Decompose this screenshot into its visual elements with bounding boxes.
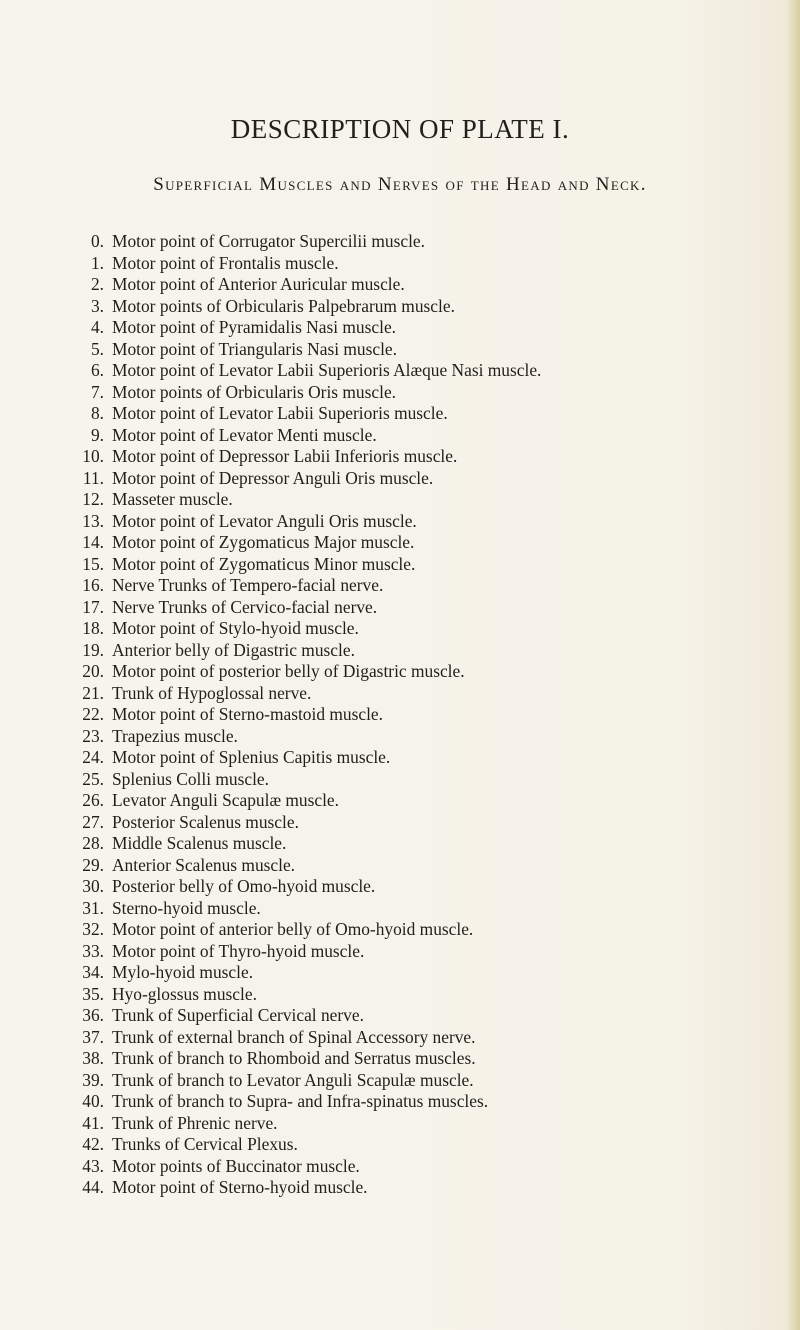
legend-item-number: 26.	[82, 790, 104, 810]
legend-item	[77, 833, 541, 855]
legend-item-number: 34.	[82, 962, 104, 982]
legend-item-text: Motor point of Triangularis Nasi muscle.	[112, 338, 398, 359]
legend-item	[77, 317, 541, 339]
legend-item-text: Motor point of Levator Labii Superioris Alæque Nasi muscle.	[112, 360, 542, 380]
legend-item	[77, 489, 541, 511]
legend-item-text: Trunk of Hypoglossal nerve.	[112, 682, 312, 703]
legend-item-number: 14.	[82, 532, 104, 552]
legend-item	[77, 1134, 541, 1156]
legend-item-number: 15.	[82, 553, 104, 574]
legend-item-number: 39.	[82, 1069, 104, 1090]
legend-item	[77, 919, 541, 941]
legend-item	[77, 962, 541, 984]
legend-item-number: 40.	[82, 1091, 104, 1111]
legend-item-text: Trunk of branch to Rhomboid and Serratus muscles.	[112, 1048, 476, 1068]
legend-item-number: 10.	[82, 446, 104, 466]
legend-item-number: 44.	[82, 1177, 104, 1197]
legend-item	[77, 575, 541, 597]
legend-item-text: Motor point of Depressor Anguli Oris muscle.	[112, 467, 434, 488]
legend-item-number: 3.	[90, 295, 104, 316]
legend-item	[77, 468, 541, 490]
legend-item-text: Levator Anguli Scapulæ muscle.	[112, 790, 340, 810]
legend-item	[77, 1070, 541, 1092]
legend-item-number: 19.	[82, 639, 104, 660]
legend-item	[77, 1091, 541, 1113]
legend-item-text: Motor point of Levator Labii Superioris muscle.	[112, 403, 448, 423]
legend-item-number: 20.	[82, 661, 104, 681]
legend-item-number: 32.	[82, 919, 104, 939]
legend-item-number: 7.	[90, 381, 104, 402]
legend-item	[77, 984, 541, 1006]
legend-item-number: 13.	[82, 510, 104, 531]
legend-item-number: 11.	[82, 467, 104, 488]
legend-item	[77, 790, 541, 812]
legend-item-number: 38.	[82, 1048, 104, 1068]
legend-item	[77, 876, 541, 898]
legend-item	[77, 855, 541, 877]
legend-item-number: 1.	[90, 252, 104, 273]
legend-item	[77, 425, 541, 447]
legend-item-text: Trunk of branch to Levator Anguli Scapulæ muscle.	[112, 1069, 474, 1090]
legend-item	[77, 898, 541, 920]
legend-item-number: 2.	[90, 274, 104, 294]
legend-item	[77, 726, 541, 748]
legend-item-number: 17.	[82, 596, 104, 617]
legend-item-text: Motor point of Depressor Labii Inferioris muscle.	[112, 446, 458, 466]
legend-item-text: Splenius Colli muscle.	[112, 768, 269, 789]
legend-item-number: 0.	[90, 231, 104, 251]
legend-item-text: Anterior Scalenus muscle.	[112, 854, 296, 875]
legend-item-number: 37.	[82, 1026, 104, 1047]
legend-item	[77, 683, 541, 705]
legend-item-text: Motor point of Anterior Auricular muscle.	[112, 274, 405, 294]
legend-item	[77, 274, 541, 296]
legend-item-number: 23.	[82, 725, 104, 746]
legend-item	[77, 640, 541, 662]
legend-item-number: 28.	[82, 833, 104, 853]
legend-item-text: Motor point of Levator Menti muscle.	[112, 424, 377, 445]
legend-item-text: Motor point of Thyro-hyoid muscle.	[112, 940, 365, 961]
legend-item	[77, 618, 541, 640]
legend-item-number: 35.	[82, 983, 104, 1004]
legend-item	[77, 253, 541, 275]
legend-item-text: Trunk of branch to Supra- and Infra-spinatus muscles.	[112, 1091, 489, 1111]
legend-item-text: Motor point of Splenius Capitis muscle.	[112, 747, 391, 767]
legend-item-number: 21.	[82, 682, 104, 703]
legend-item-text: Mylo-hyoid muscle.	[112, 962, 254, 982]
legend-item-number: 36.	[82, 1005, 104, 1025]
plate-title: DESCRIPTION OF PLATE I.	[230, 114, 570, 144]
legend-item	[77, 941, 541, 963]
legend-item-number: 16.	[82, 575, 104, 595]
legend-item-number: 42.	[82, 1134, 104, 1154]
legend-item	[77, 1113, 541, 1135]
legend-item-text: Middle Scalenus muscle.	[112, 833, 287, 853]
legend-item-text: Motor point of Sterno-hyoid muscle.	[112, 1177, 368, 1197]
legend-item-number: 8.	[90, 403, 104, 423]
plate-subtitle: Superficial Muscles and Nerves of the Head and Neck.	[153, 174, 647, 195]
legend-item	[77, 446, 541, 468]
legend-item	[77, 661, 541, 683]
legend-item	[77, 532, 541, 554]
legend-item-number: 4.	[90, 317, 104, 337]
legend-item-number: 24.	[82, 747, 104, 767]
legend-item	[77, 812, 541, 834]
legend-item-number: 9.	[90, 424, 104, 445]
legend-item-number: 43.	[82, 1155, 104, 1176]
legend-item-number: 6.	[90, 360, 104, 380]
legend-item	[77, 1048, 541, 1070]
legend-item-number: 12.	[82, 489, 104, 509]
legend-item-text: Motor points of Orbicularis Oris muscle.	[112, 381, 397, 402]
legend-item-text: Hyo-glossus muscle.	[112, 983, 257, 1004]
legend-item-text: Anterior belly of Digastric muscle.	[112, 639, 355, 660]
legend-list	[77, 231, 541, 1199]
legend-item	[77, 704, 541, 726]
legend-item-text: Trunk of Phrenic nerve.	[112, 1112, 278, 1133]
legend-item-text: Motor point of Zygomaticus Major muscle.	[112, 532, 415, 552]
legend-item-text: Posterior Scalenus muscle.	[112, 811, 299, 832]
legend-item-text: Masseter muscle.	[112, 489, 233, 509]
legend-item	[77, 360, 541, 382]
legend-item-number: 29.	[82, 854, 104, 875]
legend-item-text: Motor point of Frontalis muscle.	[112, 252, 339, 273]
legend-item-text: Posterior belly of Omo-hyoid muscle.	[112, 876, 376, 896]
legend-item-text: Motor point of Pyramidalis Nasi muscle.	[112, 317, 397, 337]
legend-item-number: 25.	[82, 768, 104, 789]
legend-item-number: 31.	[82, 897, 104, 918]
legend-item	[77, 231, 541, 253]
legend-item-text: Nerve Trunks of Cervico-facial nerve.	[112, 596, 378, 617]
legend-item	[77, 1005, 541, 1027]
page-edge-shading	[786, 0, 800, 1330]
legend-item-text: Motor point of posterior belly of Digastric muscle.	[112, 661, 465, 681]
legend-item-text: Motor point of Sterno-mastoid muscle.	[112, 704, 383, 724]
legend-item-text: Nerve Trunks of Tempero-facial nerve.	[112, 575, 384, 595]
legend-item	[77, 296, 541, 318]
legend-item	[77, 747, 541, 769]
legend-item-number: 30.	[82, 876, 104, 896]
legend-item	[77, 1156, 541, 1178]
legend-item-text: Motor points of Orbicularis Palpebrarum muscle.	[112, 295, 455, 316]
legend-item-text: Motor point of Stylo-hyoid muscle.	[112, 618, 359, 638]
legend-item	[77, 339, 541, 361]
legend-item	[77, 554, 541, 576]
legend-item-text: Motor points of Buccinator muscle.	[112, 1155, 360, 1176]
legend-item-number: 5.	[90, 338, 104, 359]
legend-item-number: 22.	[82, 704, 104, 724]
legend-item-text: Trapezius muscle.	[112, 725, 238, 746]
legend-item-text: Motor point of anterior belly of Omo-hyoid muscle.	[112, 919, 474, 939]
legend-item	[77, 1027, 541, 1049]
legend-item	[77, 769, 541, 791]
legend-item	[77, 511, 541, 533]
legend-item-number: 18.	[82, 618, 104, 638]
legend-item-text: Trunks of Cervical Plexus.	[112, 1134, 298, 1154]
legend-item-number: 33.	[82, 940, 104, 961]
legend-item-text: Motor point of Levator Anguli Oris muscle.	[112, 510, 417, 531]
legend-item	[77, 403, 541, 425]
legend-item-number: 27.	[82, 811, 104, 832]
legend-item	[77, 1177, 541, 1199]
legend-item	[77, 597, 541, 619]
legend-item-text: Trunk of Superficial Cervical nerve.	[112, 1005, 364, 1025]
legend-item-text: Motor point of Zygomaticus Minor muscle.	[112, 553, 416, 574]
legend-item	[77, 382, 541, 404]
legend-item-text: Sterno-hyoid muscle.	[112, 897, 261, 918]
legend-item-text: Trunk of external branch of Spinal Accessory nerve.	[112, 1026, 476, 1047]
legend-item-text: Motor point of Corrugator Supercilii muscle.	[112, 231, 425, 251]
legend-item-number: 41.	[82, 1112, 104, 1133]
